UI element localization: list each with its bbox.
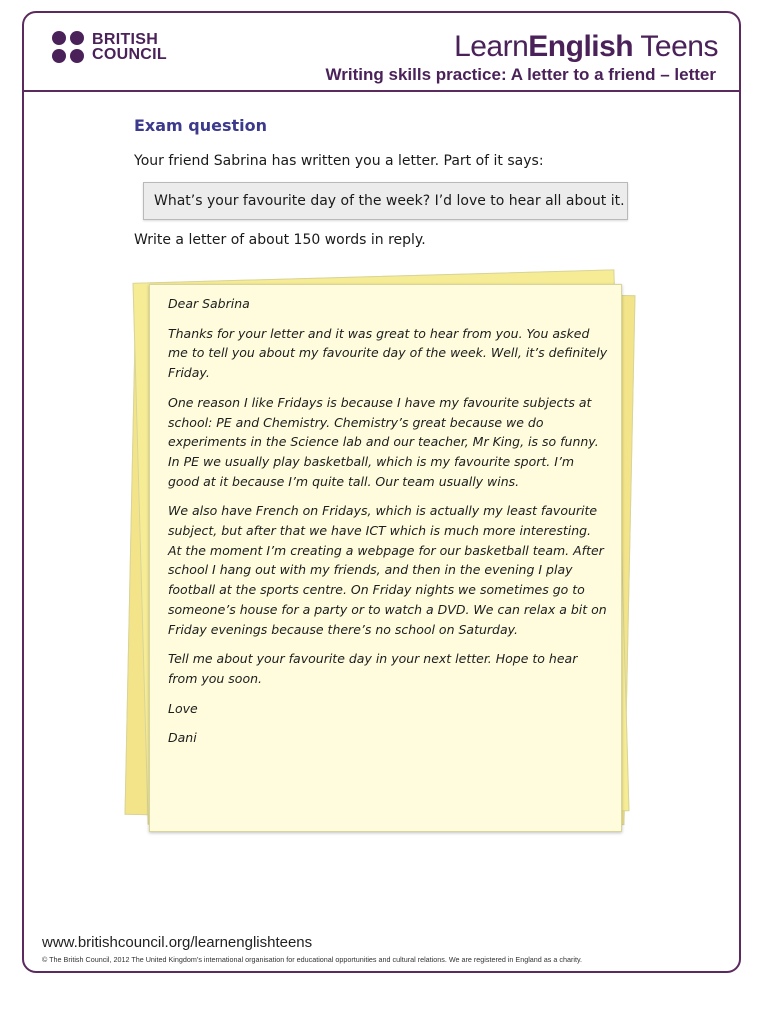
quote-box	[143, 182, 628, 220]
letter-body	[168, 294, 608, 758]
footer-url[interactable]: www.britishcouncil.org/learnenglishteens	[42, 934, 313, 951]
british-council-logo	[52, 31, 167, 63]
logo-dots-icon	[52, 31, 84, 63]
letter-closing: Love	[168, 700, 198, 716]
learnenglish-teens-brand	[454, 30, 718, 64]
quote-text: What’s your favourite day of the week? I’d love to hear all about it.	[154, 193, 625, 209]
exam-instruction: Write a letter of about 150 words in reply.	[134, 232, 426, 248]
page-subtitle: Writing skills practice: A letter to a friend – letter	[325, 65, 716, 84]
brand-learn: Learn	[454, 30, 529, 63]
exam-intro: Your friend Sabrina has written you a letter. Part of it says:	[134, 153, 544, 169]
exam-question-heading: Exam question	[134, 116, 268, 135]
logo-line-2: COUNCIL	[92, 46, 167, 63]
letter-paragraph: Thanks for your letter and it was great to hear from you. You asked me to tell you about my favourite day of the week. Well, it’s definitely Friday.	[168, 325, 608, 381]
header-divider	[22, 90, 741, 92]
letter-paragraph: We also have French on Fridays, which is actually my least favourite subject, but after that we have ICT which is much more interesting. At the moment I’m creating a webpage for our basketball team. After school I hang out with my friends, and then in the evening I play football at the sports centre. On Friday nights we sometimes go to someone’s house for a party or to watch a DVD. We can relax a bit on Friday evenings because there’s no school on Saturday.	[168, 503, 607, 637]
letter-greeting: Dear Sabrina	[168, 296, 250, 311]
letter-signature: Dani	[168, 730, 197, 746]
brand-english: English	[528, 30, 634, 63]
footer-copyright: © The British Council, 2012 The United Kingdom’s international organisation for educational opportunities and cultural relations. We are registered in England as a charity.	[42, 955, 583, 964]
logo-line-1: BRITISH	[92, 31, 159, 48]
letter-paragraph: One reason I like Fridays is because I have my favourite subjects at school: PE and Chemistry. Chemistry’s great because we do experiments in the Science lab and our teacher, Mr King, is so funny. In PE we usually play basketball, which is my favourite sport. I’m good at it because I’m quite tall. Our team usually wins.	[168, 394, 599, 489]
letter-paragraph: Tell me about your favourite day in your next letter. Hope to hear from you soon.	[168, 651, 578, 686]
brand-teens: Teens	[633, 30, 718, 63]
